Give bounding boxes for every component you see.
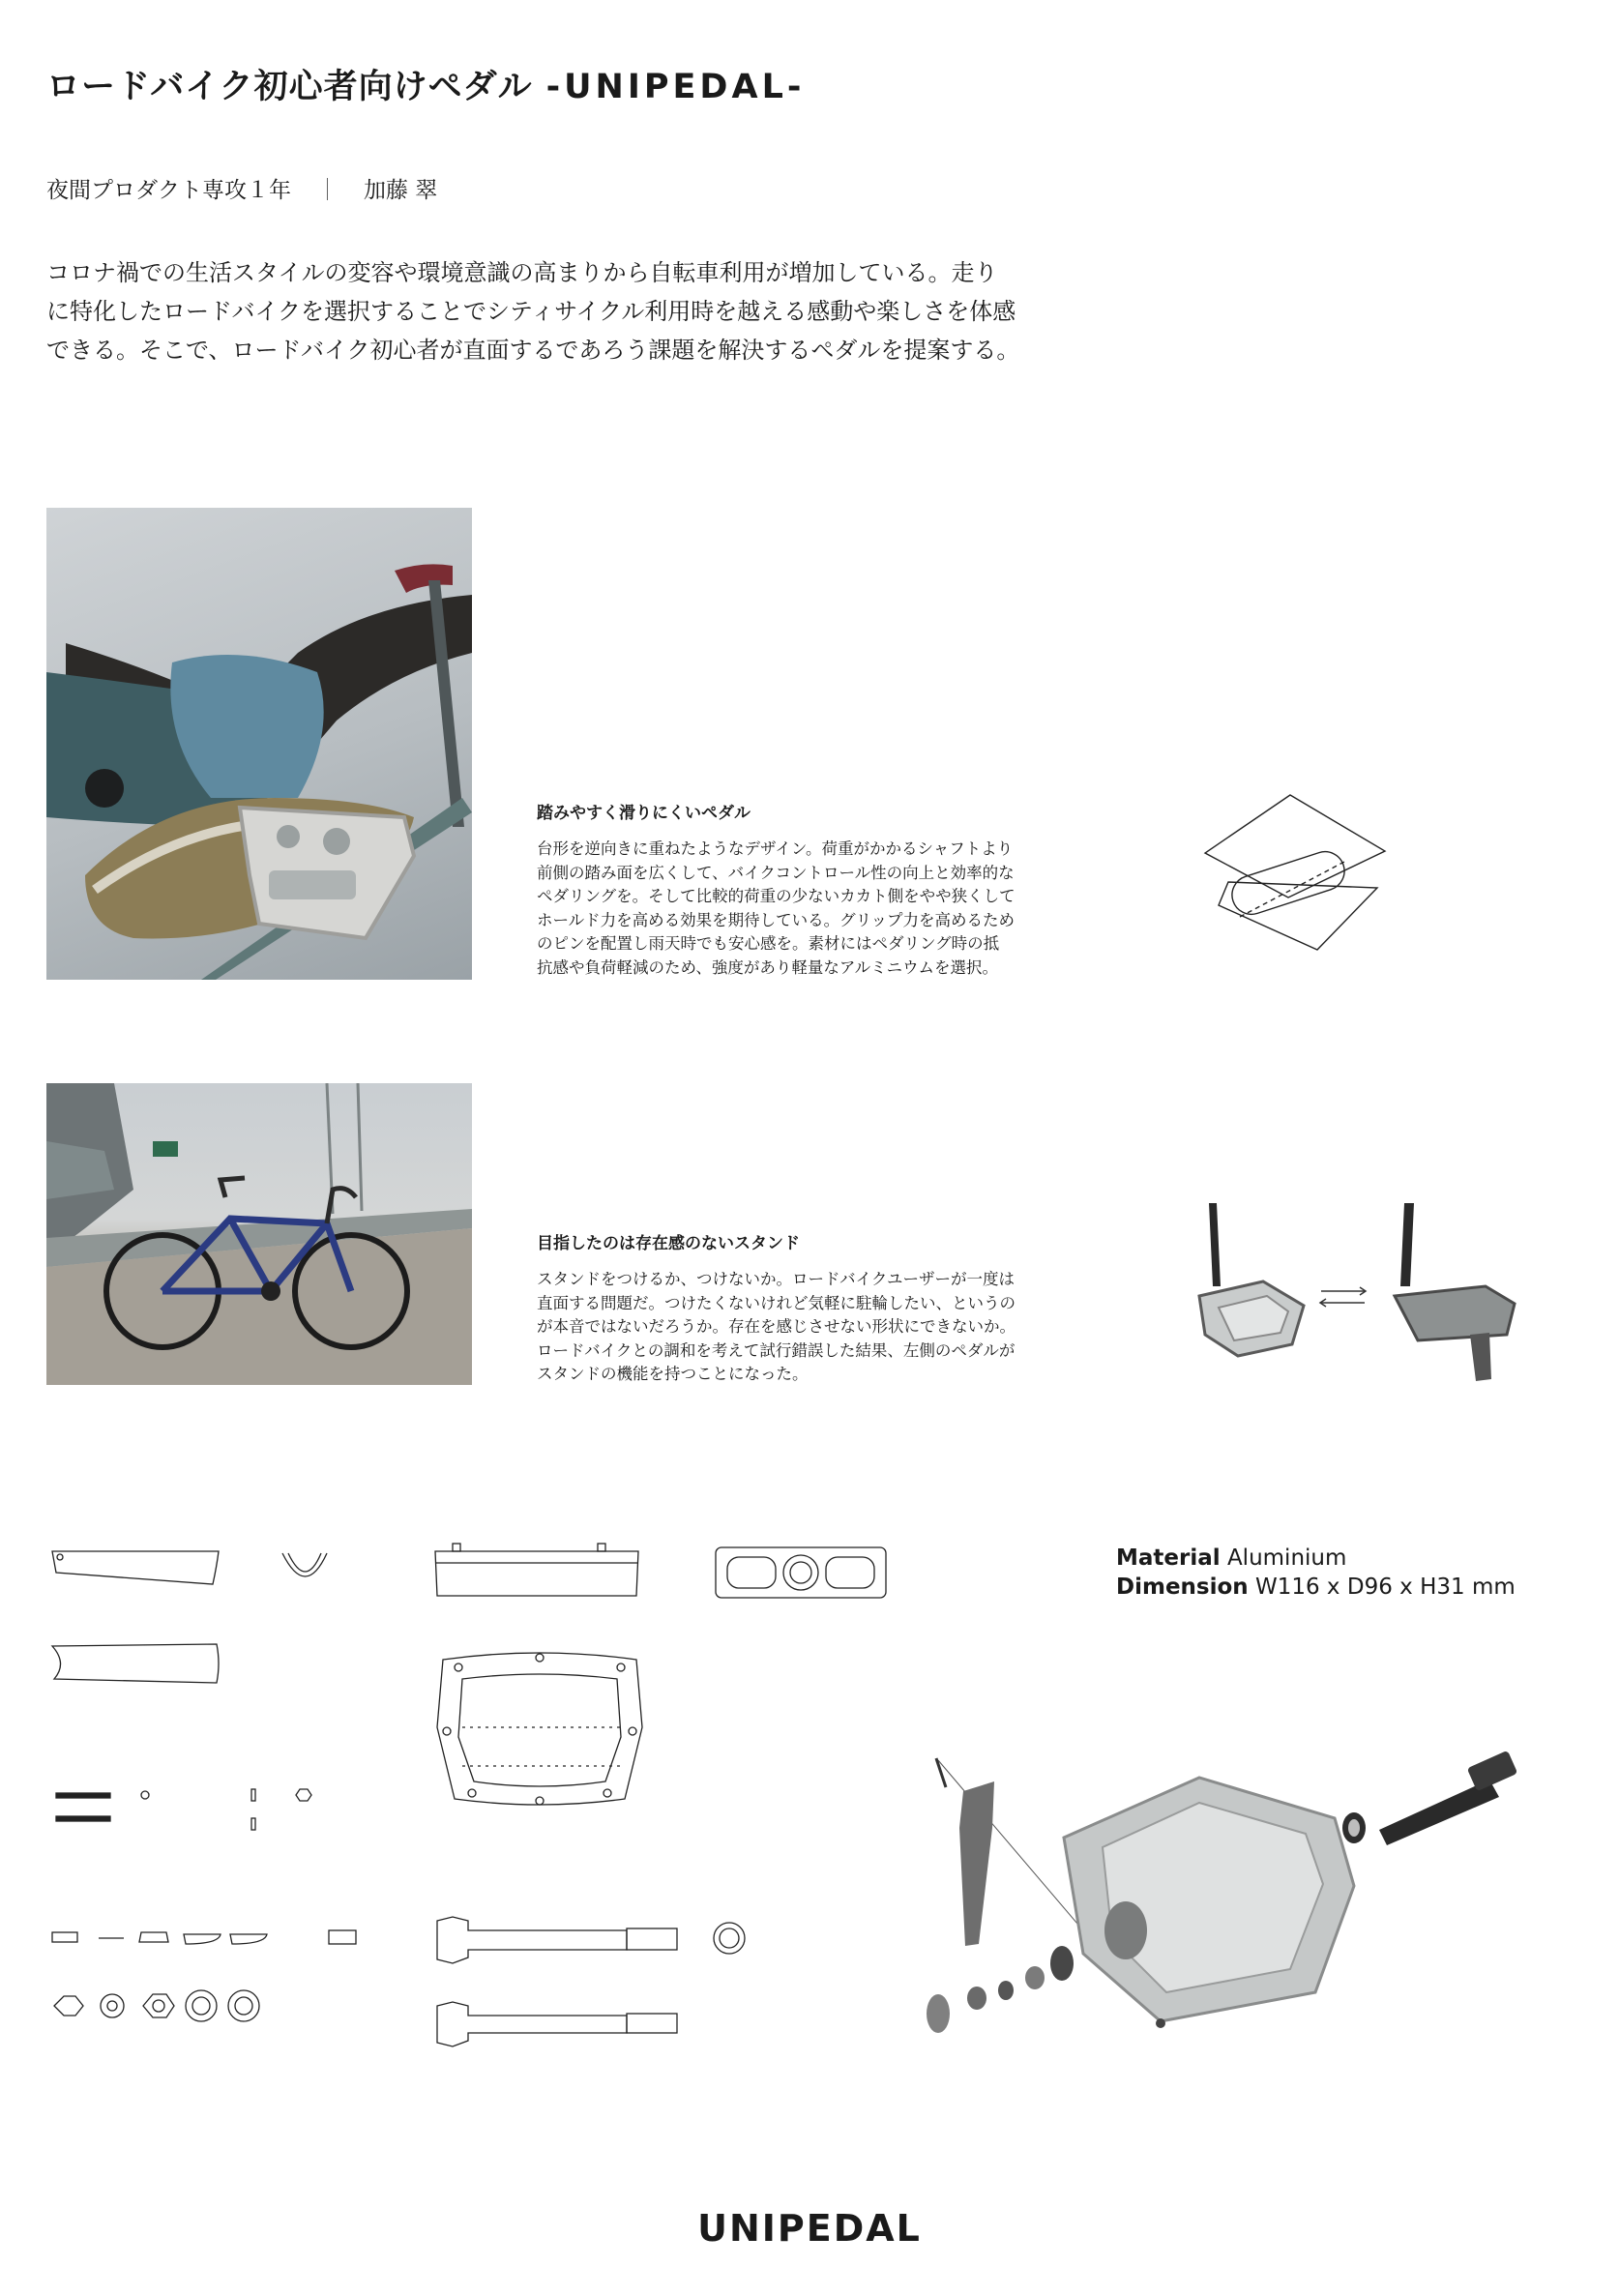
section2-line: スタンドの機能を持つことになった。 xyxy=(537,1365,809,1384)
section1-line: 前側の踏み面を広くして、バイクコントロール性の向上と効率的な xyxy=(537,863,1015,882)
unipedal-logo: UNIPEDAL xyxy=(697,2207,922,2250)
dimension-value: W116 x D96 x H31 mm xyxy=(1254,1575,1516,1600)
intro-line: コロナ禍での生活スタイルの変容や環境意識の高まりから自転車利用が増加している。走り xyxy=(46,259,998,286)
author-name: 加藤 翠 xyxy=(364,178,438,203)
section1-line: ホールド力を高める効果を期待している。グリップ力を高めるため xyxy=(537,910,1016,929)
material-row xyxy=(1116,1544,1516,1573)
technical-drawings xyxy=(46,1538,917,2060)
road-bike-photo xyxy=(46,1083,472,1385)
section2-line: スタンドをつけるか、つけないか。ロードバイクユーザーが一度は xyxy=(537,1270,1016,1288)
section1-line: ペダリングを。そして比較的荷重の少ないカカト側をやや狭くして xyxy=(537,887,1016,906)
intro-line: できる。そこで、ロードバイク初心者が直面するであろう課題を解決するペダルを提案する。 xyxy=(46,337,1020,364)
intro-line: に特化したロードバイクを選択することでシティサイクル利用時を越える感動や楽しさを体感 xyxy=(46,298,1016,325)
title-english: -UNIPEDAL- xyxy=(545,68,806,106)
section1-heading: 踏みやすく滑りにくいペダル xyxy=(537,804,751,823)
course-name: 夜間プロダクト専攻１年 xyxy=(46,178,291,203)
section2-body xyxy=(537,1268,1074,1387)
section1-line: 抗感や負荷軽減のため、強度があり軽量なアルミニウムを選択。 xyxy=(537,957,999,977)
intro-paragraph xyxy=(46,253,1091,369)
section1-line: のピンを配置し雨天時でも安心感を。素材にはペダリング時の抵 xyxy=(537,934,1000,954)
stand-mechanism-render xyxy=(1195,1199,1524,1383)
page-title xyxy=(46,60,805,108)
dimension-row xyxy=(1116,1573,1516,1602)
specification-block xyxy=(1116,1544,1516,1602)
dimension-label: Dimension xyxy=(1116,1575,1249,1600)
section2-line: ロードバイクとの調和を考えて試行錯誤した結果、左側のペダルが xyxy=(537,1340,1016,1360)
author-line xyxy=(46,172,437,204)
section2-line: 直面する問題だ。つけたくないけれど気軽に駐輪したい、というの xyxy=(537,1293,1016,1312)
pedal-usage-photo xyxy=(46,508,472,980)
section1-line: 台形を逆向きに重ねたようなデザイン。荷重がかかるシャフトより xyxy=(537,839,1014,858)
section1-body xyxy=(537,838,1074,981)
material-label: Material xyxy=(1116,1545,1221,1571)
section2-heading: 目指したのは存在感のないスタンド xyxy=(537,1234,800,1253)
title-japanese: ロードバイク初心者向けペダル xyxy=(46,68,533,106)
exploded-view-render xyxy=(870,1702,1528,2050)
author-separator: ｜ xyxy=(316,178,339,203)
trapezoid-concept-diagram xyxy=(1201,791,1395,967)
material-value: Aluminium xyxy=(1226,1545,1347,1571)
section2-line: が本音ではないだろうか。存在を感じさせない形状にできないか。 xyxy=(537,1317,1016,1337)
